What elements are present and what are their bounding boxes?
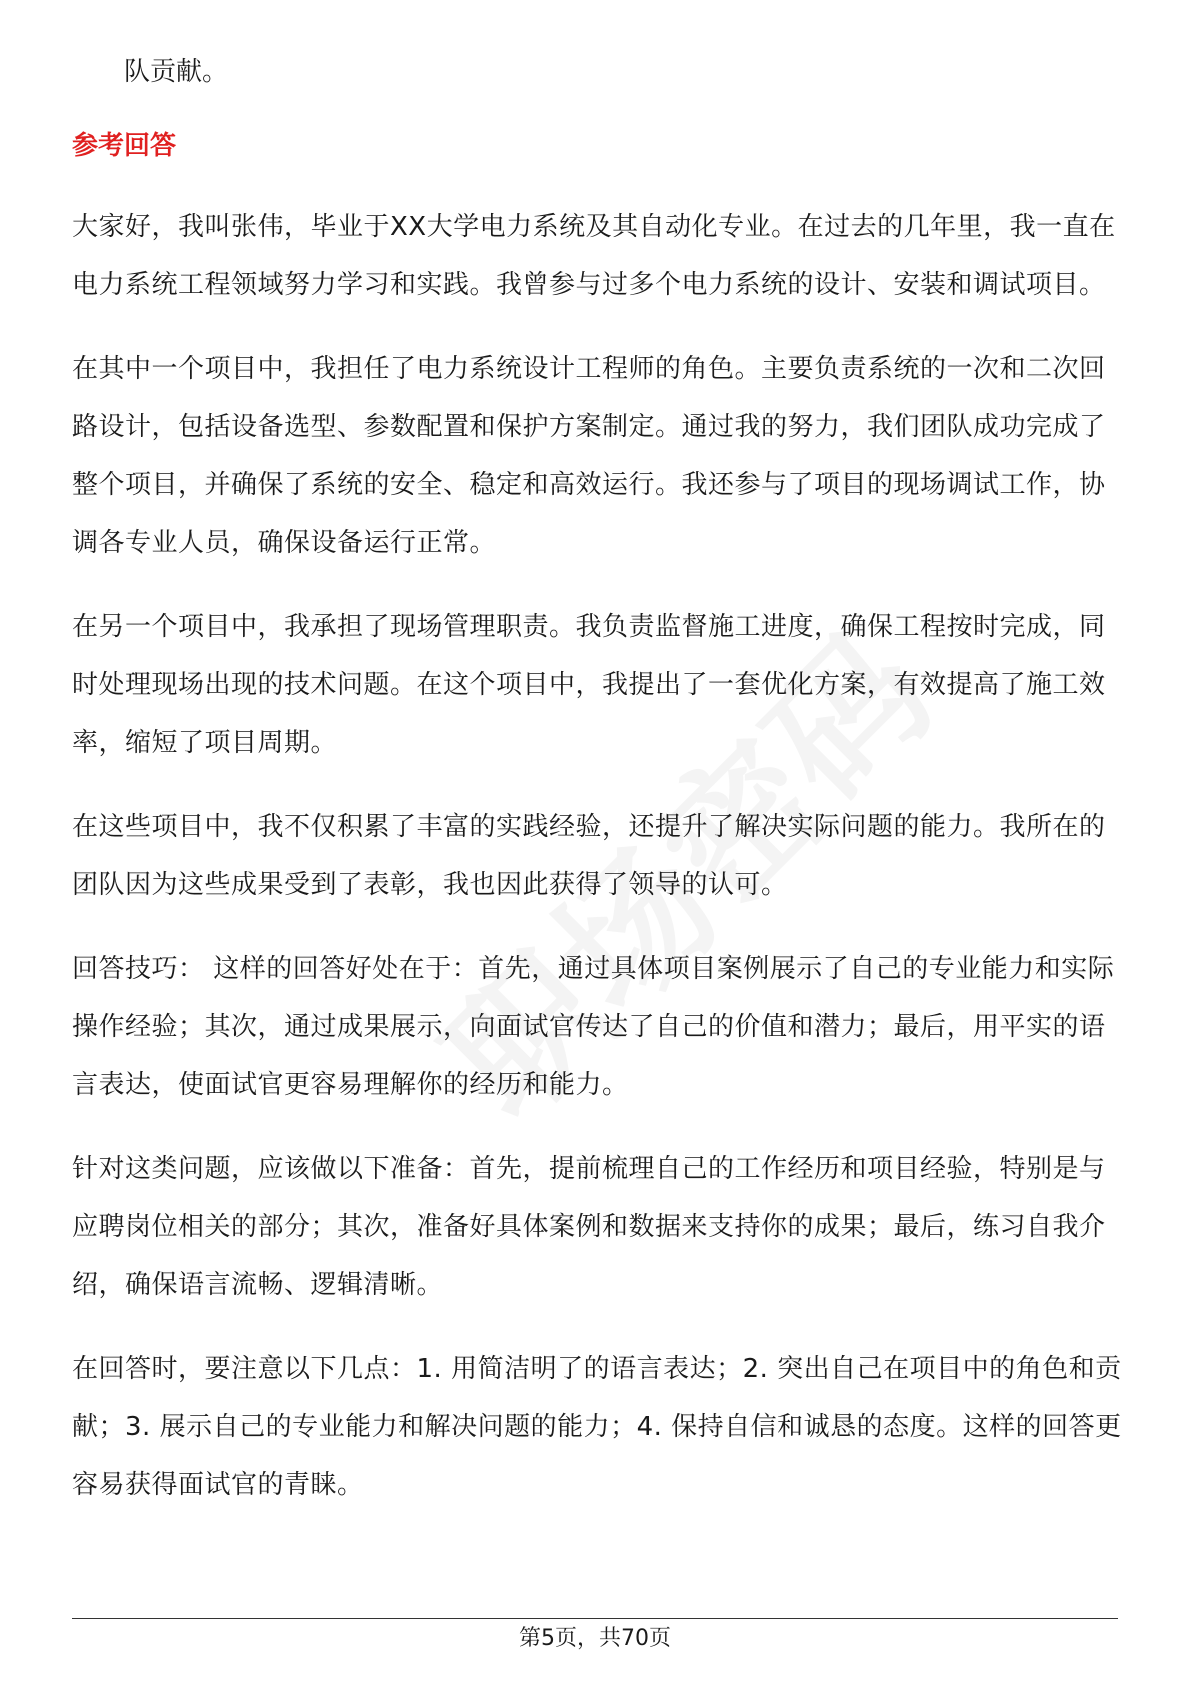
paragraph-project-one: 在其中一个项目中，我担任了电力系统设计工程师的角色。主要负责系统的一次和二次回路设计，包括设备选型、参数配置和保护方案制定。通过我的努力，我们团队成功完成了整个项目，并确保了系统的安全、稳定和高效运行。我还参与了项目的现场调试工作，协调各专业人员，确保设备运行正常。: [72, 354, 1106, 558]
page-number: 第5页，共70页: [519, 1626, 671, 1651]
paragraph-intro: 大家好，我叫张伟，毕业于XX大学电力系统及其自动化专业。在过去的几年里，我一直在电力系统工程领域努力学习和实践。我曾参与过多个电力系统的设计、安装和调试项目。: [72, 212, 1116, 300]
section-title: 参考回答: [72, 131, 177, 161]
paragraph-notes: 在回答时，要注意以下几点：1. 用简洁明了的语言表达；2. 突出自己在项目中的角色和贡献；3. 展示自己的专业能力和解决问题的能力；4. 保持自信和诚恳的态度。这样的回答更容易获得面试官的青睐。: [72, 1354, 1122, 1500]
paragraph-project-two: 在另一个项目中，我承担了现场管理职责。我负责监督施工进度，确保工程按时完成，同时处理现场出现的技术问题。在这个项目中，我提出了一套优化方案，有效提高了施工效率，缩短了项目周期。: [72, 612, 1106, 758]
paragraph-answer-tips: 回答技巧： 这样的回答好处在于：首先，通过具体项目案例展示了自己的专业能力和实际操作经验；其次，通过成果展示，向面试官传达了自己的价值和潜力；最后，用平实的语言表达，使面试官更容易理解你的经历和能力。: [72, 954, 1115, 1100]
footer-divider: [72, 1618, 1118, 1619]
document-body: [72, 198, 1122, 1540]
continuation-text: 队贡献。: [124, 57, 229, 87]
paragraph-preparation: 针对这类问题，应该做以下准备：首先，提前梳理自己的工作经历和项目经验，特别是与应聘岗位相关的部分；其次，准备好具体案例和数据来支持你的成果；最后，练习自我介绍，确保语言流畅、逻辑清晰。: [72, 1154, 1106, 1300]
paragraph-summary: 在这些项目中，我不仅积累了丰富的实践经验，还提升了解决实际问题的能力。我所在的团队因为这些成果受到了表彰，我也因此获得了领导的认可。: [72, 812, 1106, 900]
